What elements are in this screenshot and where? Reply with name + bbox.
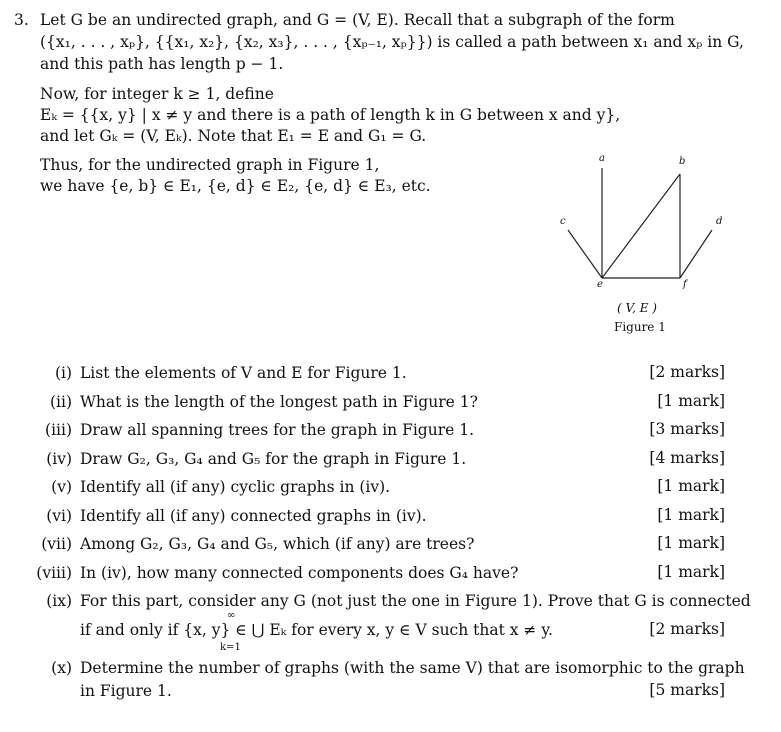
question-number: 3. [14, 11, 29, 29]
figure-graph-label: ( V, E ) [617, 301, 657, 315]
example-line-2: we have {e, b} ∈ E₁, {e, d} ∈ E₂, {e, d} ∈ E₃, etc. [40, 177, 431, 195]
part-number: (iv) [46, 450, 72, 468]
vertex-label-e: e [597, 279, 603, 290]
definition-line-3: and let Gₖ = (V, Eₖ). Note that E₁ = E and G₁ = G. [40, 127, 427, 145]
part-marks: [1 mark] [657, 506, 725, 524]
part-text: Determine the number of graphs (with the same V) that are isomorphic to the graph [80, 659, 745, 677]
part-text: Draw G₂, G₃, G₄ and G₅ for the graph in Figure 1. [80, 450, 467, 468]
part-marks: [1 mark] [657, 392, 725, 410]
part-marks: [4 marks] [649, 449, 725, 467]
part-number: (iii) [45, 421, 72, 439]
vertex-label-f: f [683, 279, 687, 290]
intro-line-2: ({x₁, . . . , xₚ}, {{x₁, x₂}, {x₂, x₃}, . . . , {xₚ₋₁, xₚ}}) is called a path between x₁ and xₚ in G, [40, 33, 744, 51]
part-text: Identify all (if any) connected graphs in (iv). [80, 507, 427, 525]
part-number: (x) [51, 659, 72, 677]
vertex-label-c: c [560, 216, 566, 227]
part-number: (vi) [46, 507, 72, 525]
vertex-label-d: d [716, 216, 723, 227]
intro-line-1: Let G be an undirected graph, and G = (V, E). Recall that a subgraph of the form [40, 11, 675, 29]
part-marks: [1 mark] [657, 477, 725, 495]
part-marks: [1 mark] [657, 563, 725, 581]
figure-caption: Figure 1 [614, 320, 666, 334]
definition-line-1: Now, for integer k ≥ 1, define [40, 85, 274, 103]
vertex-label-b: b [679, 156, 686, 167]
part-number: (ix) [46, 592, 72, 610]
part-marks: [5 marks] [649, 681, 725, 699]
part-text-continued: in Figure 1. [80, 682, 172, 700]
part-text: What is the length of the longest path in Figure 1? [80, 393, 478, 411]
part-text: In (iv), how many connected components does G₄ have? [80, 564, 519, 582]
example-line-1: Thus, for the undirected graph in Figure 1, [40, 156, 380, 174]
part-marks: [1 mark] [657, 534, 725, 552]
part-number: (i) [54, 364, 72, 382]
part-marks: [3 marks] [649, 420, 725, 438]
part-text: For this part, consider any G (not just the one in Figure 1). Prove that G is connected [80, 592, 751, 610]
edge-f-d [680, 230, 712, 278]
definition-line-2: Eₖ = {{x, y} | x ≠ y and there is a path of length k in G between x and y}, [40, 106, 621, 124]
edge-e-b [602, 174, 680, 278]
union-lower-limit: k=1 [220, 642, 241, 653]
part-text: List the elements of V and E for Figure 1. [80, 364, 407, 382]
union-upper-limit: ∞ [227, 610, 236, 621]
part-number: (viii) [36, 564, 72, 582]
part-text: Among G₂, G₃, G₄ and G₅, which (if any) are trees? [80, 535, 475, 553]
edge-c-e [568, 230, 602, 278]
vertex-label-a: a [599, 153, 605, 164]
part-text-continued: if and only if {x, y} ∈ ⋃ Eₖ for every x, y ∈ V such that x ≠ y. [80, 621, 553, 639]
part-marks: [2 marks] [649, 620, 725, 638]
part-marks: [2 marks] [649, 363, 725, 381]
part-number: (v) [51, 478, 72, 496]
part-number: (vii) [41, 535, 72, 553]
intro-line-3: and this path has length p − 1. [40, 55, 284, 73]
part-text: Draw all spanning trees for the graph in Figure 1. [80, 421, 474, 439]
part-text: Identify all (if any) cyclic graphs in (iv). [80, 478, 391, 496]
part-number: (ii) [49, 393, 72, 411]
